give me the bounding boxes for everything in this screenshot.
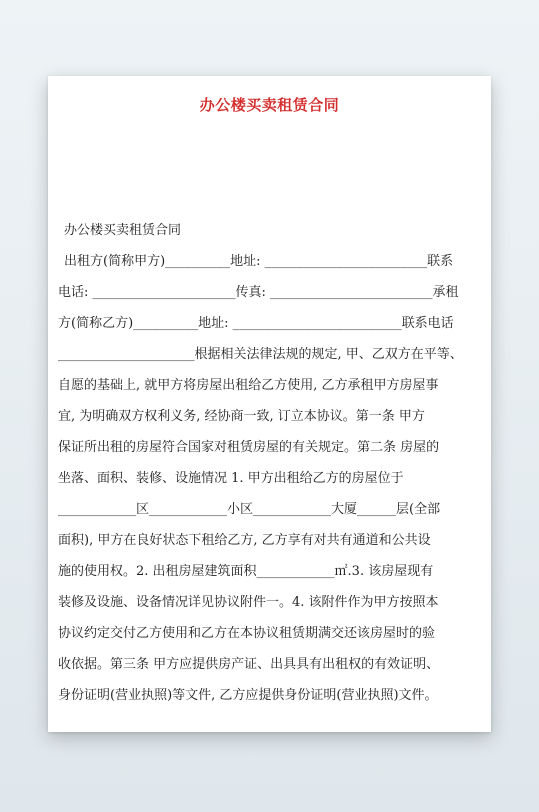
body-line: ____________区____________小区____________大厦______层(全部: [58, 502, 441, 517]
body-line: 方(简称乙方)__________地址: __________________________联系电话: [58, 316, 454, 331]
body-heading: 办公楼买卖租赁合同: [64, 223, 182, 238]
body-line: 坐落、面积、装修、设施情况 1. 甲方出租给乙方的房屋位于: [58, 471, 404, 486]
body-line: 身份证明(营业执照)等文件, 乙方应提供身份证明(营业执照)文件。: [58, 688, 438, 703]
body-line: _____________________根据相关法律法规的规定, 甲、乙双方在平等、: [58, 347, 463, 362]
document-page: [48, 76, 491, 732]
body-line: 施的使用权。2. 出租房屋建筑面积____________㎡.3. 该房屋现有: [58, 564, 434, 579]
body-line: 自愿的基础上, 就甲方将房屋出租给乙方使用, 乙方承租甲方房屋事: [58, 378, 439, 393]
body-line: 装修及设施、设备情况详见协议附件一。4. 该附件作为甲方按照本: [58, 595, 439, 610]
document-body: [58, 220, 491, 716]
body-line: 收依据。第三条 甲方应提供房产证、出具具有出租权的有效证明、: [58, 657, 440, 672]
body-line: 协议约定交付乙方使用和乙方在本协议租赁期满交还该房屋时的验: [58, 626, 436, 641]
body-line: 宜, 为明确双方权利义务, 经协商一致, 订立本协议。第一条 甲方: [58, 409, 425, 424]
body-line: 保证所出租的房屋符合国家对租赁房屋的有关规定。第二条 房屋的: [58, 440, 440, 455]
document-title: 办公楼买卖租赁合同: [199, 96, 340, 114]
body-line: 面积), 甲方在良好状态下租给乙方, 乙方享有对共有通道和公共设: [58, 533, 431, 548]
body-line: 出租方(简称甲方)__________地址: _________________________联系: [64, 254, 454, 269]
body-line: 电话: ______________________传真: _________________________承租: [58, 285, 459, 300]
